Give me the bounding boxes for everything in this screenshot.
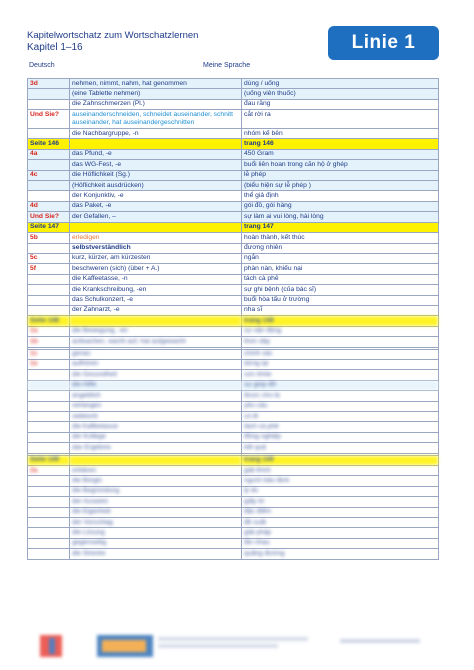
translation: người bảo lãnh — [242, 476, 439, 486]
german-term: der Zahnarzt, -e — [70, 305, 242, 315]
vocab-row — [28, 253, 439, 263]
column-header-deutsch: Deutsch — [29, 62, 55, 69]
exercise-label — [28, 518, 70, 528]
translation: 450 Gram — [242, 149, 439, 159]
exercise-label — [28, 243, 70, 253]
page-section-row — [28, 139, 439, 149]
vocab-row — [28, 466, 439, 476]
german-term — [70, 455, 242, 465]
exercise-label: Seite 148 — [28, 316, 70, 326]
translation: lễ phép — [242, 170, 439, 180]
german-term: auseinanderschneiden, schneidet auseinander, schnitt auseinander, hat auseinandergeschnitten — [70, 110, 242, 129]
german-term: beschweren (sich) (über + A.) — [70, 264, 242, 274]
vocab-row — [28, 285, 439, 295]
exercise-label — [28, 401, 70, 411]
translation: được cho là — [242, 391, 439, 401]
exercise-label: 5c — [28, 253, 70, 263]
german-term: die Bürgin — [70, 476, 242, 486]
german-term: verlangen — [70, 401, 242, 411]
german-term: aufwachen, wacht auf, hat aufgewacht — [70, 337, 242, 347]
german-term: die Zahnschmerzen (Pl.) — [70, 99, 242, 109]
exercise-label — [28, 380, 70, 390]
vocab-row — [28, 549, 439, 559]
vocab-row — [28, 422, 439, 432]
german-term: das Pfund, -e — [70, 149, 242, 159]
translation: nhóm kế bên — [242, 129, 439, 139]
german-term: erklären — [70, 466, 242, 476]
page-section-row — [28, 455, 439, 465]
translation: (uống viên thuốc) — [242, 89, 439, 99]
german-term: die Begründung — [70, 486, 242, 496]
translation: tách cà phê — [242, 422, 439, 432]
page-section-row — [28, 316, 439, 326]
exercise-label: 1a — [28, 326, 70, 336]
translation: lẫn nhau — [242, 538, 439, 548]
german-term: die Bewegung, -en — [70, 326, 242, 336]
german-term: der Kollege — [70, 432, 242, 442]
exercise-label: Und Sie? — [28, 212, 70, 222]
translation: giấy tờ — [242, 497, 439, 507]
exercise-label — [28, 160, 70, 170]
vocab-row — [28, 476, 439, 486]
translation: kết quả — [242, 443, 439, 453]
translation: trang 147 — [242, 222, 439, 232]
exercise-label — [28, 507, 70, 517]
translation: nha sĩ — [242, 305, 439, 315]
vocab-row — [28, 89, 439, 99]
vocab-row — [28, 401, 439, 411]
exercise-label — [28, 89, 70, 99]
exercise-label: 3d — [28, 79, 70, 89]
vocab-row — [28, 243, 439, 253]
german-term: die Hilfe — [70, 380, 242, 390]
exercise-label: Seite 146 — [28, 139, 70, 149]
german-term — [70, 222, 242, 232]
vocab-row — [28, 518, 439, 528]
german-term: die Nachbargruppe, -n — [70, 129, 242, 139]
page-section-row — [28, 222, 439, 232]
translation: chính xác — [242, 349, 439, 359]
german-term: die Höflichkeit (Sg.) — [70, 170, 242, 180]
exercise-label: 5f — [28, 264, 70, 274]
translation: buổi liên hoan trong căn hộ ở ghép — [242, 160, 439, 170]
german-term: die Strecke — [70, 549, 242, 559]
german-term: (Höflichkeit ausdrücken) — [70, 181, 242, 191]
exercise-label: 4d — [28, 201, 70, 211]
document-header — [27, 30, 198, 54]
vocab-row — [28, 507, 439, 517]
translation: quãng đường — [242, 549, 439, 559]
translation: sự ghi bệnh (của bác sĩ) — [242, 285, 439, 295]
translation: lý do — [242, 486, 439, 496]
exercise-label — [28, 129, 70, 139]
exercise-label — [28, 443, 70, 453]
vocab-row — [28, 233, 439, 243]
exercise-label — [28, 486, 70, 496]
exercise-label — [28, 370, 70, 380]
translation: đau răng — [242, 99, 439, 109]
vocab-row — [28, 538, 439, 548]
vocab-row — [28, 349, 439, 359]
linie1-badge: Linie 1 — [328, 26, 439, 60]
german-term: der Konjunktiv, -e — [70, 191, 242, 201]
german-term: die Eigenheit — [70, 507, 242, 517]
exercise-label: 2a — [28, 466, 70, 476]
german-term: genau — [70, 349, 242, 359]
vocab-row — [28, 326, 439, 336]
translation: gói đồ, gói hàng — [242, 201, 439, 211]
german-term: das Ergebnis — [70, 443, 242, 453]
translation: sự giúp đỡ — [242, 380, 439, 390]
vocab-row — [28, 110, 439, 129]
exercise-label — [28, 181, 70, 191]
german-term: der Ausweis — [70, 497, 242, 507]
vocab-row — [28, 443, 439, 453]
translation: giải thích — [242, 466, 439, 476]
german-term: nehmen, nimmt, nahm, hat genommen — [70, 79, 242, 89]
vocab-row — [28, 191, 439, 201]
german-term: die Kaffeetasse, -n — [70, 274, 242, 284]
vocab-row — [28, 528, 439, 538]
vocabulary-table — [27, 78, 439, 560]
document-title: Kapitelwortschatz zum Wortschatzlernen — [27, 30, 199, 41]
exercise-label: 5b — [28, 233, 70, 243]
german-term: das Schulkonzert, -e — [70, 295, 242, 305]
translation: trang 149 — [242, 455, 439, 465]
exercise-label: 4a — [28, 149, 70, 159]
exercise-label: Und Sie? — [28, 110, 70, 129]
exercise-label — [28, 549, 70, 559]
exercise-label — [28, 497, 70, 507]
vocab-row — [28, 337, 439, 347]
translation: có lẽ — [242, 412, 439, 422]
vocab-row — [28, 370, 439, 380]
exercise-label — [28, 285, 70, 295]
german-term: erledigen — [70, 233, 242, 243]
translation: giải pháp — [242, 528, 439, 538]
exercise-label: 1e — [28, 359, 70, 369]
exercise-label — [28, 191, 70, 201]
vocab-row — [28, 181, 439, 191]
translation: buổi hòa tấu ở trường — [242, 295, 439, 305]
translation: đương nhiên — [242, 243, 439, 253]
exercise-label — [28, 422, 70, 432]
german-term: (eine Tablette nehmen) — [70, 89, 242, 99]
column-header-meine-sprache: Meine Sprache — [203, 62, 251, 69]
exercise-label — [28, 412, 70, 422]
vocab-row — [28, 432, 439, 442]
exercise-label: Seite 149 — [28, 455, 70, 465]
vocab-row — [28, 149, 439, 159]
exercise-label — [28, 295, 70, 305]
german-term: das WG-Fest, -e — [70, 160, 242, 170]
exercise-label — [28, 432, 70, 442]
translation: dùng / uống — [242, 79, 439, 89]
translation: ngắn — [242, 253, 439, 263]
exercise-label — [28, 528, 70, 538]
footer-logos — [40, 635, 440, 657]
german-term: aufhören — [70, 359, 242, 369]
translation: sự vận động — [242, 326, 439, 336]
german-term: kurz, kürzer, am kürzesten — [70, 253, 242, 263]
translation: đặc điểm — [242, 507, 439, 517]
german-term — [70, 316, 242, 326]
exercise-label: 1b — [28, 337, 70, 347]
translation: trang 146 — [242, 139, 439, 149]
exercise-label — [28, 391, 70, 401]
vocab-row — [28, 486, 439, 496]
translation: thức dậy — [242, 337, 439, 347]
translation: hoàn thành, kết thúc — [242, 233, 439, 243]
german-term: die Krankschreibung, -en — [70, 285, 242, 295]
vocab-row — [28, 129, 439, 139]
vocab-row — [28, 274, 439, 284]
vocab-row — [28, 99, 439, 109]
vocab-row — [28, 359, 439, 369]
exercise-label — [28, 274, 70, 284]
vocab-row — [28, 412, 439, 422]
translation: cắt rời ra — [242, 110, 439, 129]
translation: thể giả định — [242, 191, 439, 201]
translation: tách cà phê — [242, 274, 439, 284]
chapter-range: Kapitel 1–16 — [27, 42, 83, 53]
exercise-label — [28, 305, 70, 315]
exercise-label: 4c — [28, 170, 70, 180]
vocab-row — [28, 391, 439, 401]
german-term: der Gefallen, – — [70, 212, 242, 222]
exercise-label: Seite 147 — [28, 222, 70, 232]
vocab-row — [28, 380, 439, 390]
vocab-row — [28, 170, 439, 180]
german-term: vielleicht — [70, 412, 242, 422]
exercise-label — [28, 538, 70, 548]
vocab-row — [28, 212, 439, 222]
german-term: das Paket, -e — [70, 201, 242, 211]
german-term: gegenseitig — [70, 538, 242, 548]
exercise-label: 1c — [28, 349, 70, 359]
translation: sức khỏe — [242, 370, 439, 380]
german-term: selbstverständlich — [70, 243, 242, 253]
vocab-row — [28, 497, 439, 507]
translation: đề xuất — [242, 518, 439, 528]
translation: đồng nghiệp — [242, 432, 439, 442]
translation: sự làm ai vui lòng, hài lòng — [242, 212, 439, 222]
german-term: die Lösung — [70, 528, 242, 538]
vocab-row — [28, 160, 439, 170]
german-term: angeblich — [70, 391, 242, 401]
translation: dừng lại — [242, 359, 439, 369]
translation: phàn nàn, khiếu nại — [242, 264, 439, 274]
translation: trang 148 — [242, 316, 439, 326]
exercise-label — [28, 99, 70, 109]
exercise-label — [28, 476, 70, 486]
vocab-row — [28, 201, 439, 211]
vocab-row — [28, 79, 439, 89]
german-term — [70, 139, 242, 149]
german-term: der Vorschlag — [70, 518, 242, 528]
vocab-row — [28, 295, 439, 305]
translation: (biểu hiện sự lễ phép ) — [242, 181, 439, 191]
vocab-row — [28, 305, 439, 315]
german-term: die Gesundheit — [70, 370, 242, 380]
translation: yêu cầu — [242, 401, 439, 411]
german-term: die Kaffeetasse — [70, 422, 242, 432]
vocab-row — [28, 264, 439, 274]
